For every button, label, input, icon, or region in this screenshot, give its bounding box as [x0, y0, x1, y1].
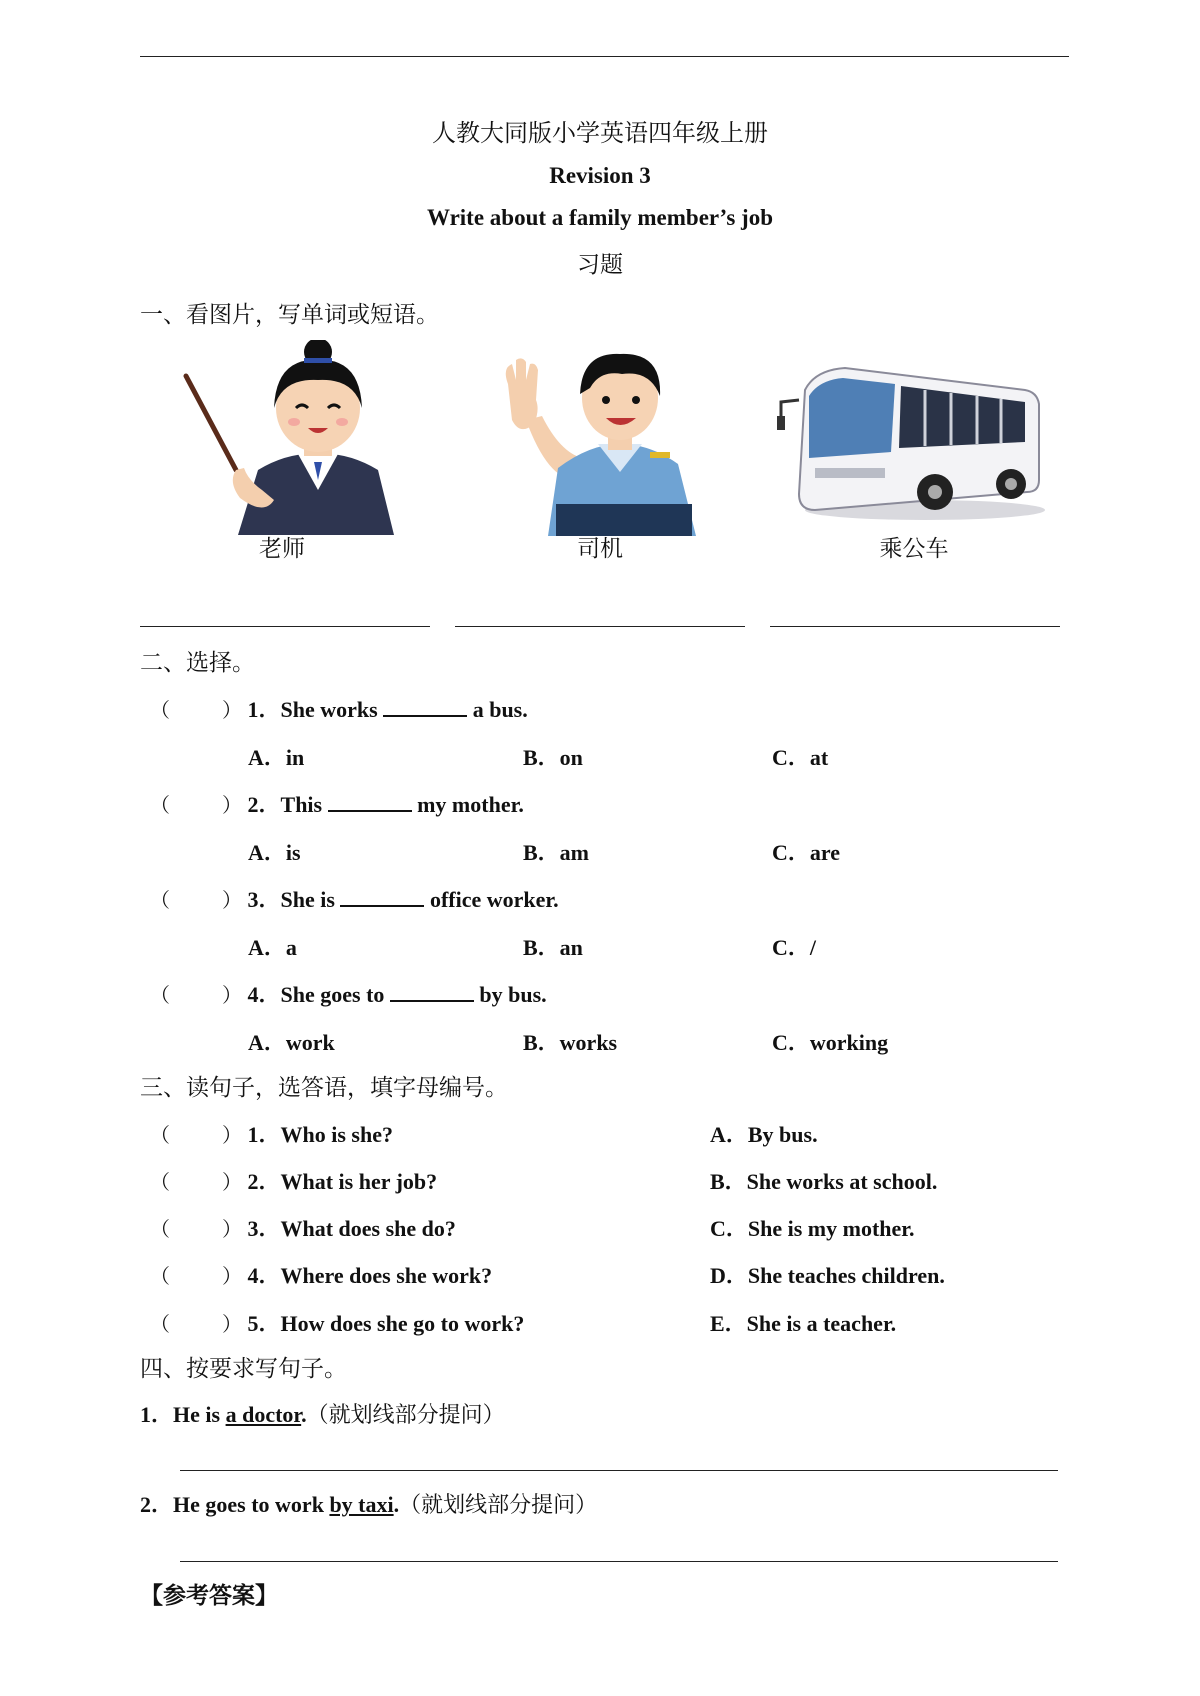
- question-text-post: office worker.: [429, 887, 559, 912]
- answer-paren-close[interactable]: ）: [222, 793, 242, 817]
- rewrite-item-2: [140, 1488, 597, 1519]
- unit-title: Revision 3: [549, 163, 651, 188]
- answer-paren-open[interactable]: （: [150, 1264, 170, 1288]
- sentence-post: .: [301, 1402, 307, 1427]
- choice-question-2: [150, 788, 524, 819]
- match-answer-d: D．She teaches children.: [710, 1263, 945, 1288]
- question-text-pre: This: [280, 792, 323, 817]
- underlined-phrase: a doctor: [225, 1402, 302, 1427]
- underlined-phrase: by taxi: [329, 1492, 394, 1517]
- option-c: C．/: [772, 935, 817, 960]
- answer-paren-close[interactable]: ）: [222, 1170, 242, 1194]
- question-text-post: my mother.: [417, 792, 524, 817]
- section1-heading: 一、看图片，写单词或短语。: [140, 302, 439, 328]
- item-number: 1．: [140, 1402, 174, 1427]
- rewrite-answer-line-1[interactable]: [180, 1470, 1058, 1471]
- rewrite-item-1: [140, 1398, 505, 1429]
- question-number: 3．: [247, 887, 281, 912]
- answer-paren-open[interactable]: （: [150, 983, 170, 1007]
- match-question-text: 2．What is her job?: [247, 1169, 438, 1194]
- lesson-subtitle: Write about a family member’s job: [427, 205, 773, 230]
- answer-paren-close[interactable]: ）: [222, 983, 242, 1007]
- question-text-post: a bus.: [472, 697, 528, 722]
- option-c: C．are: [772, 840, 841, 865]
- question-text-post: by bus.: [479, 982, 547, 1007]
- option-b: B．works: [523, 1030, 618, 1055]
- option-b: B．am: [523, 840, 590, 865]
- match-question-3: [150, 1212, 456, 1243]
- match-answer-c: C．She is my mother.: [710, 1216, 915, 1241]
- option-a: A．is: [248, 840, 301, 865]
- answer-paren-open[interactable]: （: [150, 1312, 170, 1336]
- answer-line-3[interactable]: [770, 626, 1060, 627]
- option-c: C．at: [772, 745, 829, 770]
- fill-blank[interactable]: [328, 792, 412, 812]
- option-c: C．working: [772, 1030, 889, 1055]
- question-text-pre: She goes to: [280, 982, 385, 1007]
- caption-teacher: 老师: [259, 536, 305, 562]
- sentence-pre: He is: [173, 1402, 226, 1427]
- sentence-pre: He goes to work: [173, 1492, 330, 1517]
- answer-paren-close[interactable]: ）: [222, 1264, 242, 1288]
- choice-question-1: [150, 693, 528, 724]
- match-answer-a: A．By bus.: [710, 1122, 818, 1147]
- match-question-text: 5．How does she go to work?: [247, 1311, 525, 1336]
- book-title: 人教大同版小学英语四年级上册: [432, 119, 768, 147]
- question-number: 1．: [247, 697, 281, 722]
- answer-paren-close[interactable]: ）: [222, 698, 242, 722]
- answer-paren-open[interactable]: （: [150, 1217, 170, 1241]
- answer-paren-open[interactable]: （: [150, 1123, 170, 1147]
- option-b: B．on: [523, 745, 583, 770]
- fill-blank[interactable]: [390, 982, 474, 1002]
- teacher-illustration-icon: [178, 340, 398, 540]
- question-number: 4．: [247, 982, 281, 1007]
- section2-heading: 二、选择。: [140, 650, 255, 676]
- answer-paren-open[interactable]: （: [150, 698, 170, 722]
- match-question-text: 1．Who is she?: [247, 1122, 393, 1147]
- bus-illustration-icon: [775, 360, 1045, 525]
- match-question-text: 4．Where does she work?: [247, 1263, 493, 1288]
- answer-paren-close[interactable]: ）: [222, 1217, 242, 1241]
- match-answer-e: E．She is a teacher.: [710, 1311, 897, 1336]
- option-a: A．work: [248, 1030, 335, 1055]
- match-question-5: [150, 1307, 524, 1338]
- instruction-note: （就划线部分提问）: [306, 1403, 505, 1428]
- answer-key-heading: 【参考答案】: [140, 1582, 278, 1609]
- match-question-text: 3．What does she do?: [247, 1216, 456, 1241]
- answer-paren-open[interactable]: （: [150, 1170, 170, 1194]
- answer-paren-close[interactable]: ）: [222, 888, 242, 912]
- caption-bus: 乘公车: [879, 536, 949, 562]
- driver-illustration-icon: [490, 340, 710, 540]
- caption-driver: 司机: [577, 536, 623, 562]
- choice-question-4: [150, 978, 547, 1009]
- instruction-note: （就划线部分提问）: [399, 1493, 598, 1518]
- match-question-1: [150, 1118, 393, 1149]
- answer-paren-close[interactable]: ）: [222, 1123, 242, 1147]
- option-a: A．a: [248, 935, 297, 960]
- question-number: 2．: [247, 792, 281, 817]
- answer-paren-open[interactable]: （: [150, 793, 170, 817]
- fill-blank[interactable]: [340, 887, 424, 907]
- answer-line-2[interactable]: [455, 626, 745, 627]
- answer-line-1[interactable]: [140, 626, 430, 627]
- header-rule: [140, 56, 1069, 57]
- option-a: A．in: [248, 745, 305, 770]
- item-number: 2．: [140, 1492, 174, 1517]
- match-answer-b: B．She works at school.: [710, 1169, 938, 1194]
- rewrite-answer-line-2[interactable]: [180, 1561, 1058, 1562]
- exercise-label: 习题: [577, 252, 623, 278]
- answer-paren-close[interactable]: ）: [222, 1312, 242, 1336]
- match-question-4: [150, 1259, 492, 1290]
- match-question-2: [150, 1165, 437, 1196]
- sentence-post: .: [393, 1492, 400, 1517]
- question-text-pre: She is: [280, 887, 335, 912]
- answer-paren-open[interactable]: （: [150, 888, 170, 912]
- fill-blank[interactable]: [383, 697, 467, 717]
- question-text-pre: She works: [280, 697, 378, 722]
- option-b: B．an: [523, 935, 583, 960]
- section4-heading: 四、按要求写句子。: [140, 1356, 347, 1382]
- choice-question-3: [150, 883, 559, 914]
- section3-heading: 三、读句子，选答语，填字母编号。: [140, 1075, 508, 1101]
